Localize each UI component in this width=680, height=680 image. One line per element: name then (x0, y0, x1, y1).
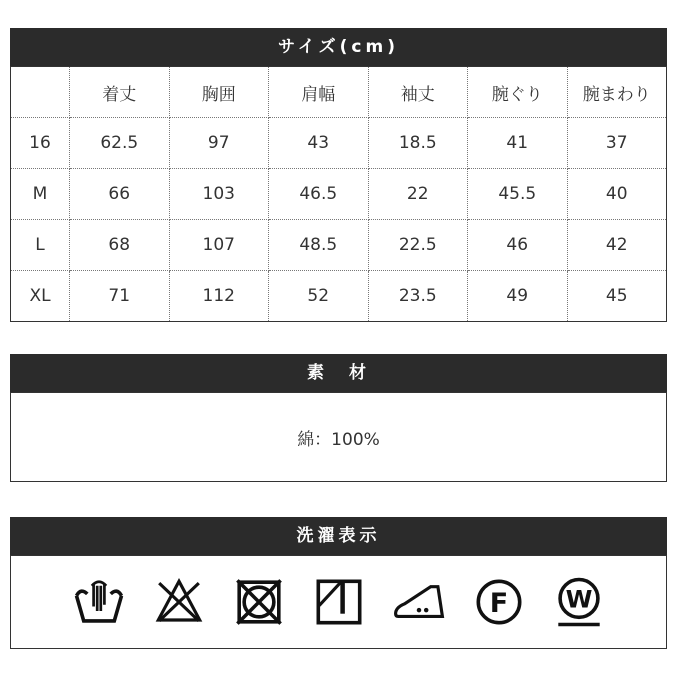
svg-text:F: F (489, 587, 508, 619)
size-col-header: 胸囲 (169, 67, 269, 118)
size-section-title: サイズ(cm) (10, 28, 667, 66)
size-value-cell: 112 (169, 271, 269, 322)
size-value-cell: 18.5 (368, 118, 468, 169)
size-col-header: 腕まわり (567, 67, 667, 118)
material-section (10, 354, 667, 482)
size-value-cell: 68 (70, 220, 170, 271)
material-value: 綿：100% (297, 429, 380, 450)
size-value-cell: 49 (468, 271, 568, 322)
size-value-cell: 46.5 (269, 169, 369, 220)
do-not-bleach-icon (152, 575, 206, 629)
hand-wash-icon (72, 575, 126, 629)
wet-clean-w-icon (552, 575, 606, 629)
iron-medium-icon (392, 575, 446, 629)
dry-clean-f-icon (472, 575, 526, 629)
care-section-title: 洗濯表示 (10, 517, 667, 555)
size-table-header-row (11, 67, 667, 118)
size-value-cell: 37 (567, 118, 667, 169)
line-dry-in-shade-icon (312, 575, 366, 629)
size-value-cell: 40 (567, 169, 667, 220)
size-value-cell: 22 (368, 169, 468, 220)
size-col-header: 肩幅 (269, 67, 369, 118)
table-row (11, 220, 667, 271)
size-value-cell: 23.5 (368, 271, 468, 322)
size-value-cell: 48.5 (269, 220, 369, 271)
size-col-header: 袖丈 (368, 67, 468, 118)
size-row-label: M (11, 169, 70, 220)
size-col-header: 腕ぐり (468, 67, 568, 118)
care-section (10, 517, 667, 649)
size-row-label: L (11, 220, 70, 271)
size-value-cell: 52 (269, 271, 369, 322)
size-value-cell: 46 (468, 220, 568, 271)
size-value-cell: 42 (567, 220, 667, 271)
size-value-cell: 103 (169, 169, 269, 220)
care-symbols-row (10, 555, 667, 649)
size-row-label: XL (11, 271, 70, 322)
size-value-cell: 62.5 (70, 118, 170, 169)
material-content-box (10, 392, 667, 482)
size-value-cell: 97 (169, 118, 269, 169)
size-value-cell: 45.5 (468, 169, 568, 220)
size-value-cell: 71 (70, 271, 170, 322)
size-corner-cell (11, 67, 70, 118)
size-section (10, 28, 667, 322)
size-value-cell: 43 (269, 118, 369, 169)
table-row (11, 271, 667, 322)
size-value-cell: 66 (70, 169, 170, 220)
do-not-tumble-dry-icon (232, 575, 286, 629)
size-row-label: 16 (11, 118, 70, 169)
svg-text:W: W (565, 584, 592, 614)
table-row (11, 169, 667, 220)
table-row (11, 118, 667, 169)
size-col-header: 着丈 (70, 67, 170, 118)
size-table (10, 66, 667, 322)
size-value-cell: 22.5 (368, 220, 468, 271)
size-value-cell: 45 (567, 271, 667, 322)
size-value-cell: 107 (169, 220, 269, 271)
material-section-title: 素 材 (10, 354, 667, 392)
size-value-cell: 41 (468, 118, 568, 169)
